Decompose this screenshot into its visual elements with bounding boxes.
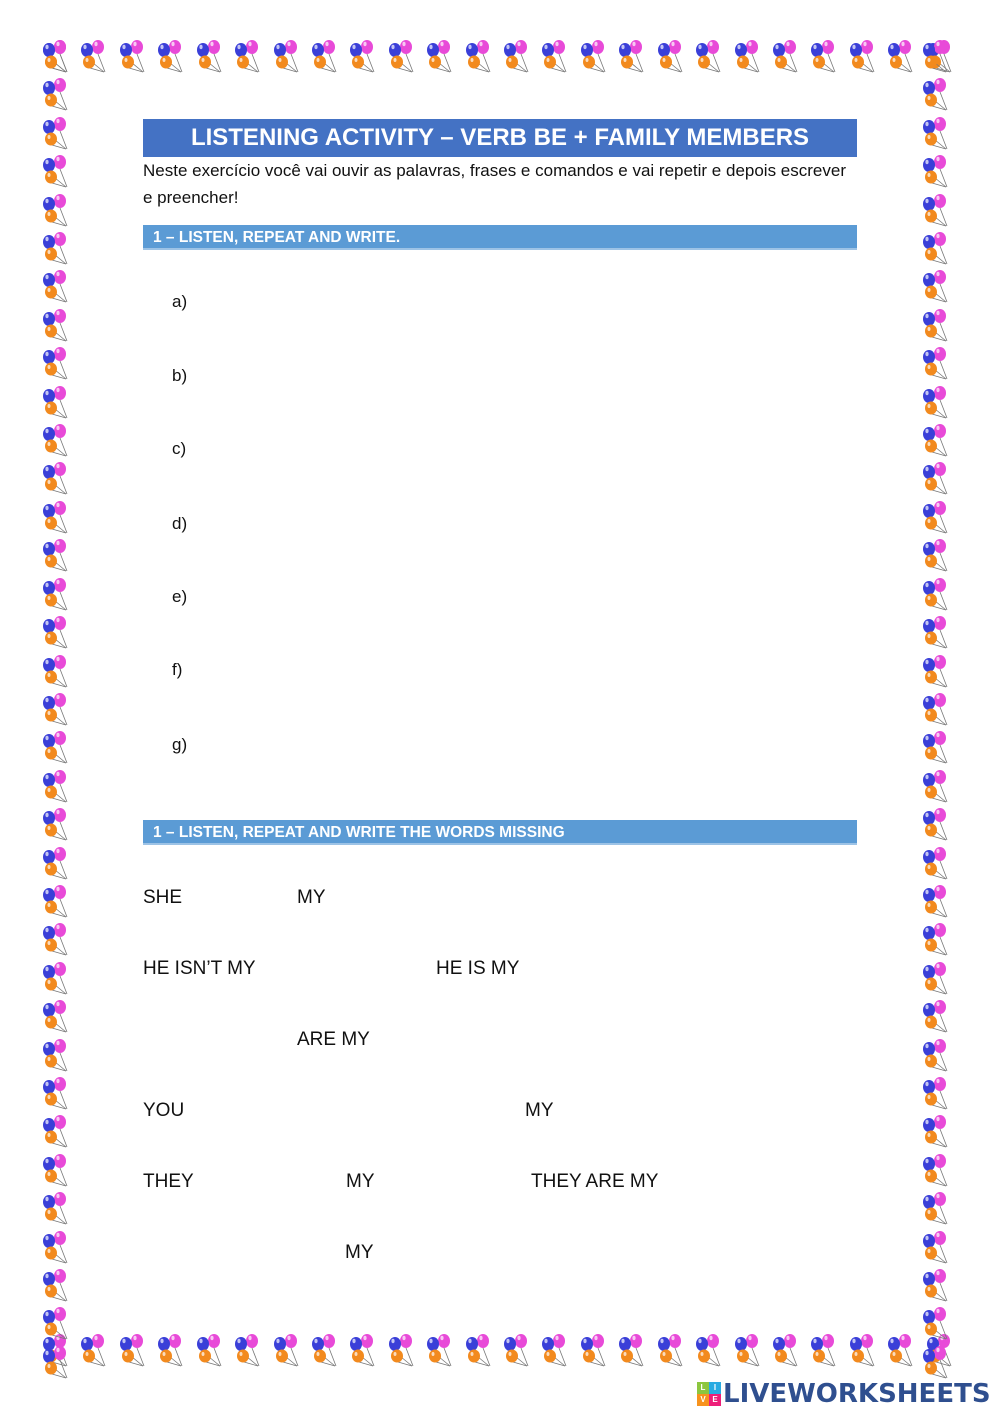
balloon-icon [578,1332,614,1368]
section-2-heading: 1 – LISTEN, REPEAT AND WRITE THE WORDS MISSING [143,820,857,845]
balloon-icon [920,768,956,804]
balloon-icon [155,38,191,74]
answer-item-e[interactable]: e) [172,587,188,606]
intro-text: Neste exercício você vai ouvir as palavras, frases e comandos e vai repetir e depois escrever e preencher! [143,161,846,207]
balloon-icon [501,1332,537,1368]
balloon-icon [885,38,921,74]
fill-word: MY [346,1171,375,1192]
balloon-icon [693,1332,729,1368]
balloon-icon [347,38,383,74]
balloon-icon [920,1113,956,1149]
balloon-icon [386,1332,422,1368]
answer-item-g[interactable]: g) [172,735,188,754]
balloon-icon [78,1332,114,1368]
balloon-icon [40,576,76,612]
balloon-icon [920,960,956,996]
liveworksheets-logo-icon [697,1382,721,1406]
balloon-icon [40,384,76,420]
balloon-icon [155,1332,191,1368]
answer-item-c[interactable]: c) [172,439,187,458]
balloon-icon [732,38,768,74]
balloon-icon [501,38,537,74]
balloon-icon [920,230,956,266]
balloon-icon [539,38,575,74]
balloon-icon [40,268,76,304]
balloon-icon [40,1267,76,1303]
balloon-icon [40,422,76,458]
balloon-icon [920,1190,956,1226]
balloon-icon [232,38,268,74]
balloon-icon [117,1332,153,1368]
logo-letter: V [697,1394,709,1406]
fill-word: YOU [143,1100,185,1121]
fill-word: THEY ARE MY [531,1171,659,1192]
balloon-icon [920,1229,956,1265]
balloon-icon [463,1332,499,1368]
balloon-icon [920,1305,956,1341]
balloon-icon [920,1075,956,1111]
balloon-icon [271,38,307,74]
answer-item-f[interactable]: f) [172,660,183,679]
balloon-icon [40,192,76,228]
balloon-icon [309,38,345,74]
balloon-icon [117,38,153,74]
answer-item-d[interactable]: d) [172,514,188,533]
balloon-icon [347,1332,383,1368]
balloon-icon [920,1267,956,1303]
balloon-icon [40,76,76,112]
answer-item-b[interactable]: b) [172,366,188,385]
balloon-icon [539,1332,575,1368]
worksheet-title: LISTENING ACTIVITY – VERB BE + FAMILY MEMBERS [143,119,857,157]
balloon-icon [271,1332,307,1368]
balloon-icon [920,806,956,842]
balloon-icon [616,1332,652,1368]
fill-word: ARE MY [297,1029,370,1050]
balloon-icon [309,1332,345,1368]
balloon-icon [578,38,614,74]
balloon-icon [40,806,76,842]
balloon-icon [40,1113,76,1149]
balloon-icon [40,998,76,1034]
balloon-icon [920,268,956,304]
balloon-icon [194,1332,230,1368]
balloon-icon [920,729,956,765]
balloon-icon [920,691,956,727]
fill-word: THEY [143,1171,194,1192]
balloon-icon [40,960,76,996]
balloon-icon [40,115,76,151]
balloon-icon [920,345,956,381]
balloon-icon [693,38,729,74]
liveworksheets-watermark [697,1378,991,1410]
balloon-icon [655,38,691,74]
balloon-icon [40,653,76,689]
balloon-icon [40,691,76,727]
fill-word: MY [525,1100,554,1121]
fill-word: SHE [143,887,183,908]
balloon-border-right [920,38,960,1380]
balloon-icon [40,1229,76,1265]
balloon-icon [40,845,76,881]
balloon-border-top [40,38,960,86]
balloon-icon [40,499,76,535]
section-1-heading: 1 – LISTEN, REPEAT AND WRITE. [143,225,857,250]
balloon-border-left [40,38,80,1380]
logo-letter: I [709,1382,721,1394]
balloon-icon [732,1332,768,1368]
balloon-icon [40,537,76,573]
logo-letter: E [709,1394,721,1406]
balloon-icon [40,1344,76,1380]
balloon-icon [920,422,956,458]
balloon-icon [920,1037,956,1073]
balloon-icon [920,1344,956,1380]
balloon-icon [847,1332,883,1368]
balloon-icon [920,883,956,919]
balloon-icon [920,1152,956,1188]
balloon-icon [920,653,956,689]
balloon-icon [920,192,956,228]
balloon-icon [40,1305,76,1341]
balloon-icon [40,230,76,266]
watermark-text: LIVEWORKSHEETS [723,1379,991,1409]
balloon-icon [40,1037,76,1073]
balloon-icon [40,1075,76,1111]
fill-word: MY [345,1242,374,1263]
balloon-icon [40,614,76,650]
balloon-icon [920,614,956,650]
balloon-icon [655,1332,691,1368]
fill-word: MY [297,887,326,908]
balloon-icon [920,384,956,420]
balloon-icon [40,729,76,765]
balloon-icon [920,499,956,535]
balloon-icon [386,38,422,74]
balloon-icon [920,537,956,573]
balloon-icon [920,921,956,957]
balloon-icon [885,1332,921,1368]
balloon-icon [808,38,844,74]
balloon-icon [78,38,114,74]
balloon-icon [920,38,956,74]
balloon-icon [40,38,76,74]
balloon-icon [770,1332,806,1368]
balloon-icon [40,921,76,957]
balloon-icon [194,38,230,74]
fill-word: HE IS MY [436,958,520,979]
balloon-icon [920,307,956,343]
balloon-icon [424,1332,460,1368]
fill-word: HE ISN’T MY [143,958,256,979]
balloon-icon [40,883,76,919]
balloon-icon [40,1152,76,1188]
balloon-icon [463,38,499,74]
balloon-icon [808,1332,844,1368]
balloon-icon [770,38,806,74]
logo-letter: L [697,1382,709,1394]
balloon-border-bottom [40,1332,960,1380]
balloon-icon [40,307,76,343]
balloon-icon [424,38,460,74]
balloon-icon [40,345,76,381]
balloon-icon [40,1190,76,1226]
balloon-icon [847,38,883,74]
answer-item-a[interactable]: a) [172,292,188,311]
balloon-icon [920,153,956,189]
balloon-icon [920,460,956,496]
balloon-icon [40,153,76,189]
balloon-icon [920,115,956,151]
balloon-icon [232,1332,268,1368]
balloon-icon [920,998,956,1034]
balloon-icon [920,576,956,612]
balloon-icon [40,768,76,804]
balloon-icon [616,38,652,74]
balloon-icon [40,460,76,496]
balloon-icon [920,845,956,881]
balloon-icon [920,76,956,112]
